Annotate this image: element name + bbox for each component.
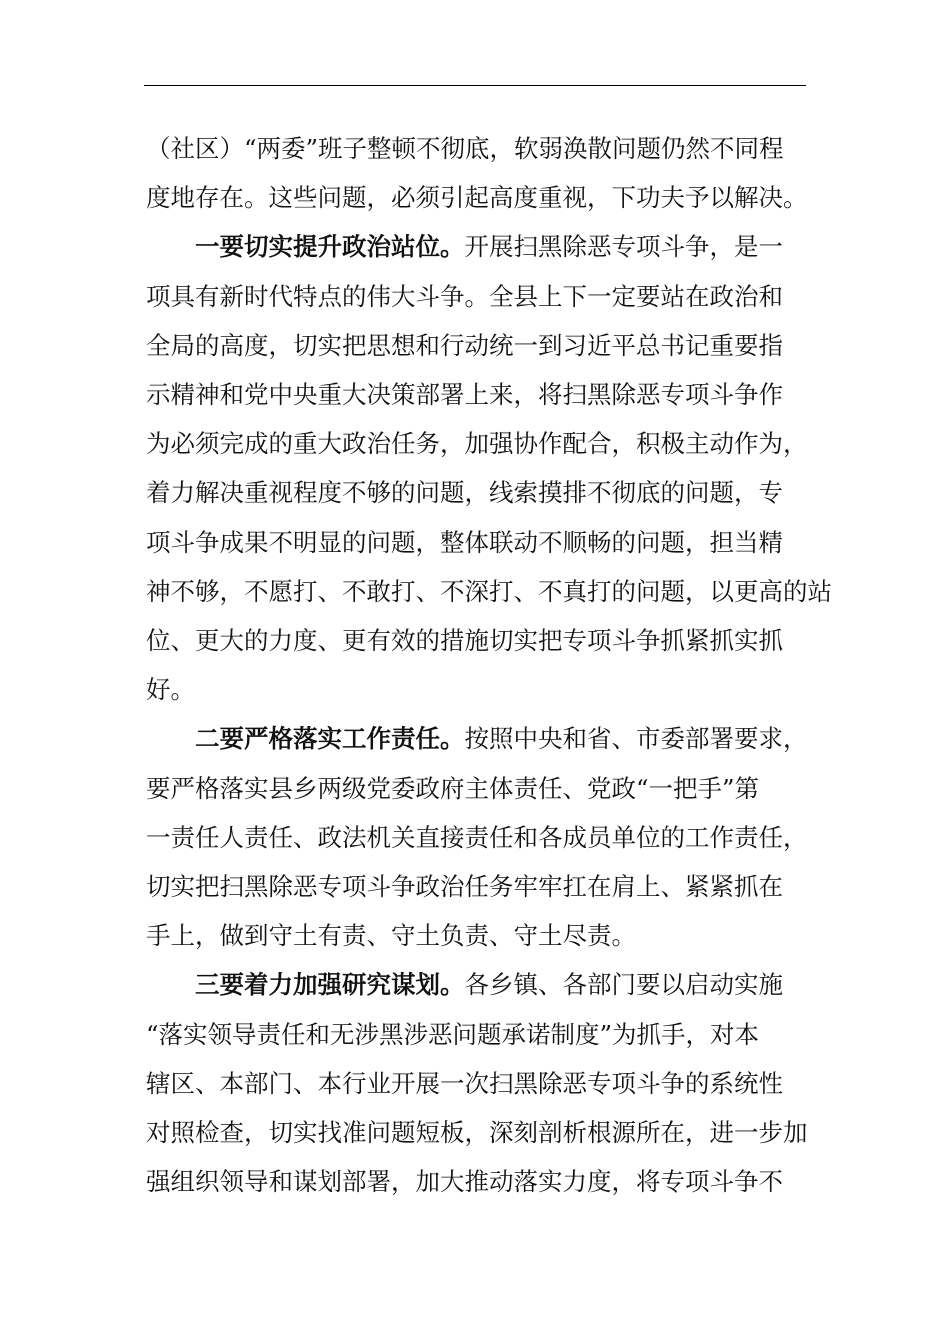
paragraph-4: [146, 960, 810, 1206]
text-line: 项斗争成果不明显的问题，整体联动不顺畅的问题，担当精: [146, 527, 783, 557]
text-line: “落实领导责任和无涉黑涉恶问题承诺制度”为抓手，对本: [146, 1019, 760, 1049]
paragraph-1: [146, 124, 810, 222]
text-line: 神不够，不愿打、不敢打、不深打、不真打的问题，以更高的站: [146, 576, 832, 606]
text-line: 项具有新时代特点的伟大斗争。全县上下一定要站在政治和: [146, 281, 783, 311]
text-line: 示精神和党中央重大决策部署上来，将扫黑除恶专项斗争作: [146, 380, 783, 410]
text-line: 辖区、本部门、本行业开展一次扫黑除恶专项斗争的系统性: [146, 1068, 783, 1098]
first-line: [146, 222, 810, 271]
text-line: 一责任人责任、政法机关直接责任和各成员单位的工作责任，: [146, 822, 808, 852]
text-line: 好。: [146, 675, 195, 705]
text-run: 各乡镇、各部门要以启动实施: [464, 970, 783, 1000]
text-line: 手上，做到守土有责、守土负责、守土尽责。: [146, 921, 636, 951]
text-line: 着力解决重视程度不够的问题，线索摸排不彻底的问题，专: [146, 478, 783, 508]
text-line: 对照检查，切实找准问题短板，深刻剖析根源所在，进一步加: [146, 1118, 808, 1148]
text-line: 为必须完成的重大政治任务，加强协作配合，积极主动作为，: [146, 429, 808, 459]
paragraph-lead: 一要切实提升政治站位。: [195, 232, 465, 262]
text-line: 要严格落实县乡两级党委政府主体责任、党政“一把手”第: [146, 773, 760, 803]
paragraph-2: [146, 222, 832, 714]
first-line: [146, 714, 810, 763]
paragraph-lead: 二要严格落实工作责任。: [195, 724, 465, 754]
text-line: 度地存在。这些问题，必须引起高度重视，下功夫予以解决。: [146, 183, 808, 213]
header-rule: [144, 85, 806, 86]
text-line: （社区）“两委”班子整顿不彻底，软弱涣散问题仍然不同程: [146, 134, 784, 163]
text-line: 位、更大的力度、更有效的措施切实把专项斗争抓紧抓实抓: [146, 626, 783, 656]
body-text: [146, 124, 832, 1206]
paragraph-lead: 三要着力加强研究谋划。: [195, 970, 465, 1000]
text-line: 切实把扫黑除恶专项斗争政治任务牢牢扛在肩上、紧紧抓在: [146, 872, 783, 902]
text-run: 按照中央和省、市委部署要求，: [464, 724, 808, 754]
first-line: [146, 960, 810, 1009]
text-run: 开展扫黑除恶专项斗争，是一: [464, 232, 783, 262]
text-line: 全局的高度，切实把思想和行动统一到习近平总书记重要指: [146, 330, 783, 360]
paragraph-3: [146, 714, 810, 960]
text-line: 强组织领导和谋划部署，加大推动落实力度，将专项斗争不: [146, 1167, 783, 1197]
